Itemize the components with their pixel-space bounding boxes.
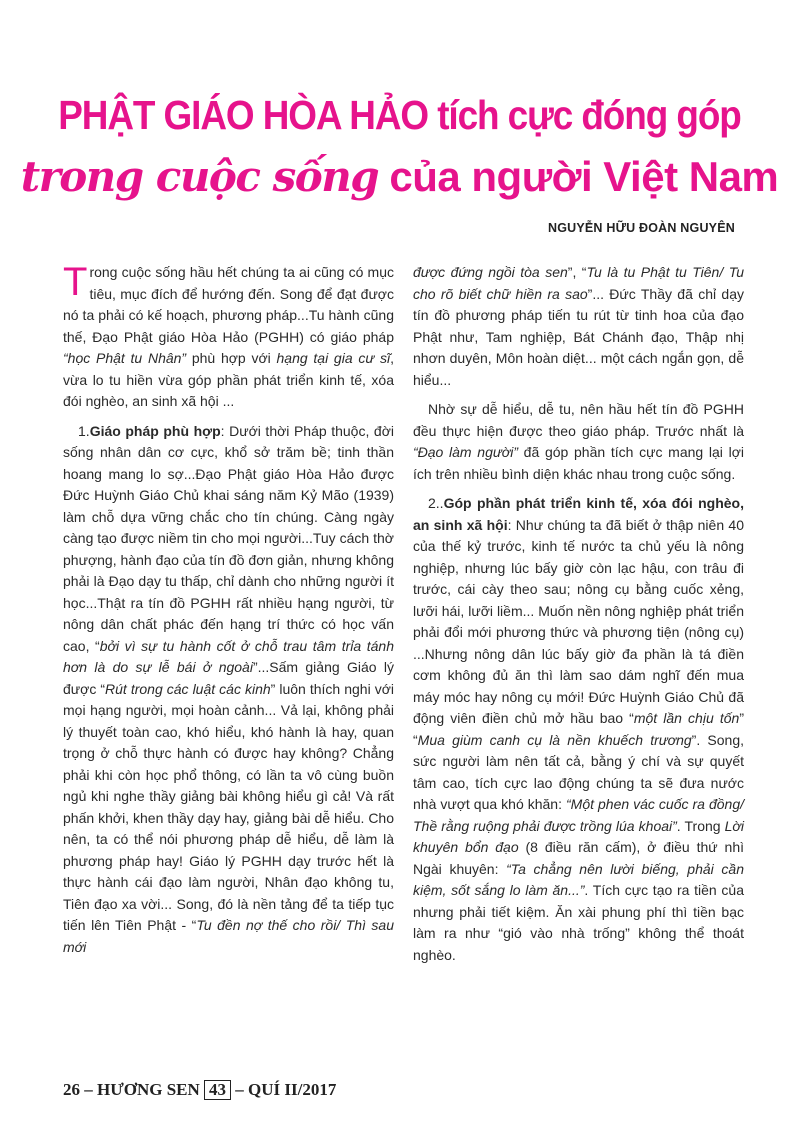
article-title-line1: PHẬT GIÁO HÒA HẢO tích cực đóng góp	[58, 92, 741, 138]
section1-paragraph: 1.Giáo pháp phù hợp: Dưới thời Pháp thuộc, đời sống nhân dân cơ cực, khổ sở trăm bề; tinh thần hoang mang lo sợ...Đạo Phật giáo Hòa Hảo được Đức Huỳnh Giáo Chủ khai sáng năm Kỷ Mão (1939) làm chỗ dựa vững chắc cho tín chúng. Càng ngày càng tạo được niềm tin cho mọi người...Tuy cách thờ phượng, hành đạo của tín đồ đơn giản, nhưng không phải là Đạo dạy tu thấp, chỉ dành cho những người ít học...Thật ra tín đồ PGHH rất nhiều hạng người, từ nông dân chất phác đến hạng trí thức có học vấn cao, “bởi vì sự tu hành cốt ở chỗ trau tâm trỉa tánh hơn là do sự lễ bái ở ngoài”...Sấm giảng Giáo lý được “Rút trong các luật các kinh” luôn thích nghi với mọi hạng người, mọi hoàn cảnh... Vả lại, không phải lý thuyết toàn cao, khó hiểu, khó hành là hay, quan trọng ở chỗ thực hành có được hay không? Chẳng phải khi còn học phổ thông, có lần ta vô cùng buồn ngủ khi nghe thầy giảng bài không hiểu gì cả! Và rất phấn khởi, khen thầy dạy hay, giảng bài dễ hiểu. Cho nên, ta có thể nói phương pháp dễ hiểu, dễ làm là phương pháp hay! Giáo lý PGHH dạy trước hết là thực hành cái đạo làm người, Nhân đạo không tu, Tiên đạo xa vời... Song, đó là nền tảng để ta tiếp tục tiến lên Tiên Phật - “Tu đền nợ thế cho rồi/ Thì sau mới	[63, 422, 394, 955]
second-paragraph: Nhờ sự dễ hiểu, dễ tu, nên hầu hết tín đồ PGHH đều thực hiện được theo giáo pháp. Trước nhất là “Đạo làm người” đã góp phần tích cực mang lại lợi ích trên nhiều bình diện khác nhau trong cuộc sống.	[413, 401, 744, 482]
left-column	[63, 262, 394, 958]
article-title-line2	[0, 152, 799, 201]
title-script-part: trong cuộc sống	[20, 152, 379, 201]
intro-paragraph: Trong cuộc sống hầu hết chúng ta ai cũng có mục tiêu, mục đích để hướng đến. Song để đạt được nó ta phải có kế hoạch, phương pháp...Tu hành cũng thế, Đạo Phật giáo Hòa Hảo (PGHH) có giáo pháp “học Phật tu Nhân” phù hợp với hạng tại gia cư sĩ, vừa lo tu hiền vừa góp phần phát triển kinh tế, xóa đói nghèo, an sinh xã hội ...	[63, 260, 394, 409]
right-column	[413, 262, 744, 966]
page-footer: 26 – HƯƠNG SEN 43 – QUÍ II/2017	[63, 1080, 337, 1099]
section2-paragraph: 2..Góp phần phát triển kinh tế, xóa đói nghèo, an sinh xã hội: Như chúng ta đã biết ở thập niên 40 của thế kỷ trước, kinh tế nước ta chủ yếu là nông nghiệp, nhưng lúc bấy giờ còn lạc hậu, con trâu đi trước, cái cày theo sau; nông cụ bằng cuốc xẻng, lưỡi hái, lưỡi liềm... Muốn nền nông nghiệp phát triển phải đổi mới phương thức và phương tiện (nông cụ) ...Nhưng nông dân lúc bấy giờ đa phần là tá điền cơm không đủ ăn thì làm sao dám nghĩ đến mua máy móc hay nông cụ mới! Đức Huỳnh Giáo Chủ đã động viên điền chủ mở hầu bao “một lần chịu tốn” “Mua giùm canh cụ là nền khuếch trương”. Song, sức người làm nên tất cả, bằng ý chí và sự quyết tâm cao, tích cực lao động chúng ta sẽ đưa nước nhà vượt qua khó khăn: “Một phen vác cuốc ra đồng/ Thề rằng ruộng phải được trồng lúa khoai”. Trong Lời khuyên bổn đạo (8 điều răn cấm), ở điều thứ nhì Ngài khuyên: “Ta chẳng nên lười biếng, phải cần kiệm, sốt sắng lo làm ăn...”. Tích cực tạo ra tiền của nhưng phải tiết kiệm. Ăn xài phung phí thì tiền bạc làm ra như “gió vào nhà trống” không thể thoát nghèo.	[413, 495, 744, 963]
issue-number-box: 43	[204, 1080, 231, 1100]
section1-heading: Giáo pháp phù hợp	[89, 422, 221, 439]
continuation-paragraph: được đứng ngồi tòa sen”, “Tu là tu Phật tu Tiên/ Tu cho rõ biết chữ hiền ra sao”... Đức Thầy đã chỉ dạy tín đồ phương pháp tiến tu rút từ tinh hoa của đạo Phật như, Tam nghiệp, Bát Chánh đạo, Thập nhị nhơn duyên, Môn hoàn diệt... một cách ngắn gọn, dễ hiểu...	[413, 264, 745, 388]
drop-cap: T	[63, 260, 88, 304]
author-byline: NGUYỄN HỮU ĐOÀN NGUYÊN	[547, 221, 735, 235]
title-rest-part: của người Việt Nam	[378, 153, 779, 200]
section2-heading: Góp phần phát triển kinh tế, xóa đói nghèo, an sinh xã hội	[413, 495, 744, 533]
page-number: 26	[63, 1080, 80, 1099]
